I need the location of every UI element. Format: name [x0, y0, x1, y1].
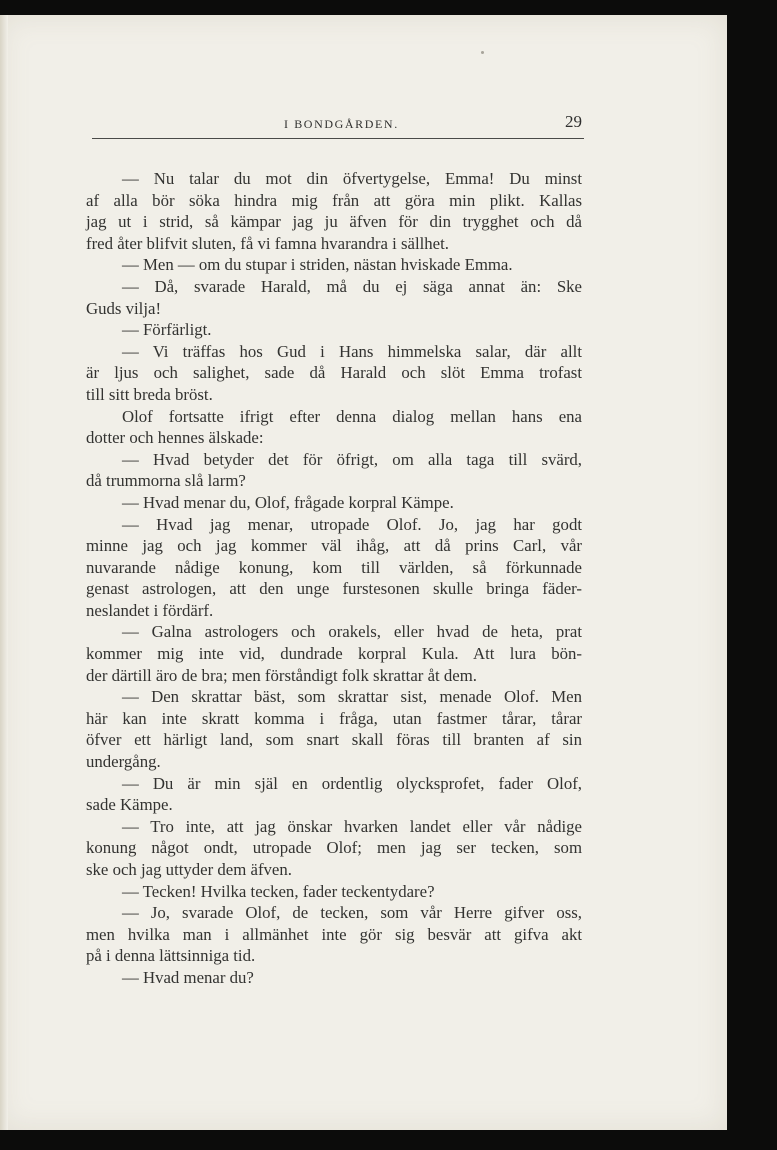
text-line: är ljus och salighet, sade då Harald och slöt Emma trofast: [86, 363, 582, 383]
running-title: I BONDGÅRDEN.: [284, 117, 399, 131]
text-line: undergång.: [86, 752, 161, 772]
text-line: — Nu talar du mot din öfvertygelse, Emma! Du minst: [122, 169, 582, 188]
text-line: på i denna lättsinniga tid.: [86, 946, 256, 966]
text-line: till sitt breda bröst.: [86, 384, 213, 404]
text-line: konung något ondt, utropade Olof; men jag ser tecken, som: [86, 838, 582, 858]
text-line: Guds vilja!: [86, 298, 162, 318]
text-line: neslandet i fördärf.: [86, 600, 214, 620]
body-text: [86, 168, 582, 989]
text-line: — Hvad menar du, Olof, frågade korpral Kämpe.: [122, 492, 454, 512]
text-line: genast astrologen, att den unge furstesonen skulle bringa fäder-: [86, 579, 582, 599]
paper-speck: [481, 51, 484, 54]
text-line: öfver ett härligt land, som snart skall föras till branten af sin: [86, 730, 582, 750]
text-line: kommer mig inte vid, dundrade korpral Kula. Att lura bön-: [86, 644, 582, 664]
text-line: der därtill äro de bra; men förståndigt folk skrattar åt dem.: [86, 665, 477, 685]
page-header: [92, 112, 584, 139]
text-line: här kan inte skratt komma i fråga, utan fastmer tårar, tårar: [86, 708, 582, 728]
text-line: ske och jag uttyder dem äfven.: [86, 860, 292, 879]
text-line: — Du är min själ en ordentlig olycksprofet, fader Olof,: [122, 773, 582, 793]
text-line: Olof fortsatte ifrigt efter denna dialog mellan hans ena: [122, 406, 582, 426]
text-line: — Galna astrologers och orakels, eller hvad de heta, prat: [122, 622, 582, 642]
text-line: — Hvad betyder det för öfrigt, om alla taga till svärd,: [122, 449, 582, 469]
text-line: jag ut i strid, så kämpar jag ju äfven för din trygghet och då: [86, 212, 582, 232]
text-line: — Hvad jag menar, utropade Olof. Jo, jag har godt: [122, 514, 582, 534]
text-line: — Men — om du stupar i striden, nästan hviskade Emma.: [122, 255, 513, 275]
book-page: [0, 15, 727, 1130]
page-spine-shadow: [0, 15, 8, 1130]
text-line: dotter och hennes älskade:: [86, 428, 264, 448]
text-line: nuvarande nådige konung, kom till världen, så förkunnade: [86, 557, 582, 577]
text-line: — Tro inte, att jag önskar hvarken landet eller vår nådige: [122, 816, 582, 836]
text-line: — Vi träffas hos Gud i Hans himmelska salar, där allt: [122, 341, 582, 361]
text-line: minne jag och jag kommer väl ihåg, att då prins Carl, vår: [86, 536, 582, 556]
text-line: då trummorna slå larm?: [86, 471, 246, 491]
text-line: — Hvad menar du?: [122, 967, 254, 987]
text-line: — Tecken! Hvilka tecken, fader teckentydare?: [122, 881, 435, 901]
text-line: — Förfärligt.: [122, 320, 212, 340]
text-line: sade Kämpe.: [86, 795, 173, 815]
text-line: — Den skrattar bäst, som skrattar sist, menade Olof. Men: [122, 687, 582, 707]
text-line: — Jo, svarade Olof, de tecken, som vår Herre gifver oss,: [122, 903, 582, 923]
text-line: — Då, svarade Harald, må du ej säga annat än: Ske: [122, 276, 582, 296]
page-number: 29: [565, 112, 582, 131]
text-line: fred åter blifvit sluten, få vi famna hvarandra i sällhet.: [86, 233, 449, 253]
text-line: af alla bör söka hindra mig från att göra min plikt. Kallas: [86, 190, 582, 210]
text-line: men hvilka man i allmänhet inte gör sig besvär att gifva akt: [86, 924, 582, 944]
